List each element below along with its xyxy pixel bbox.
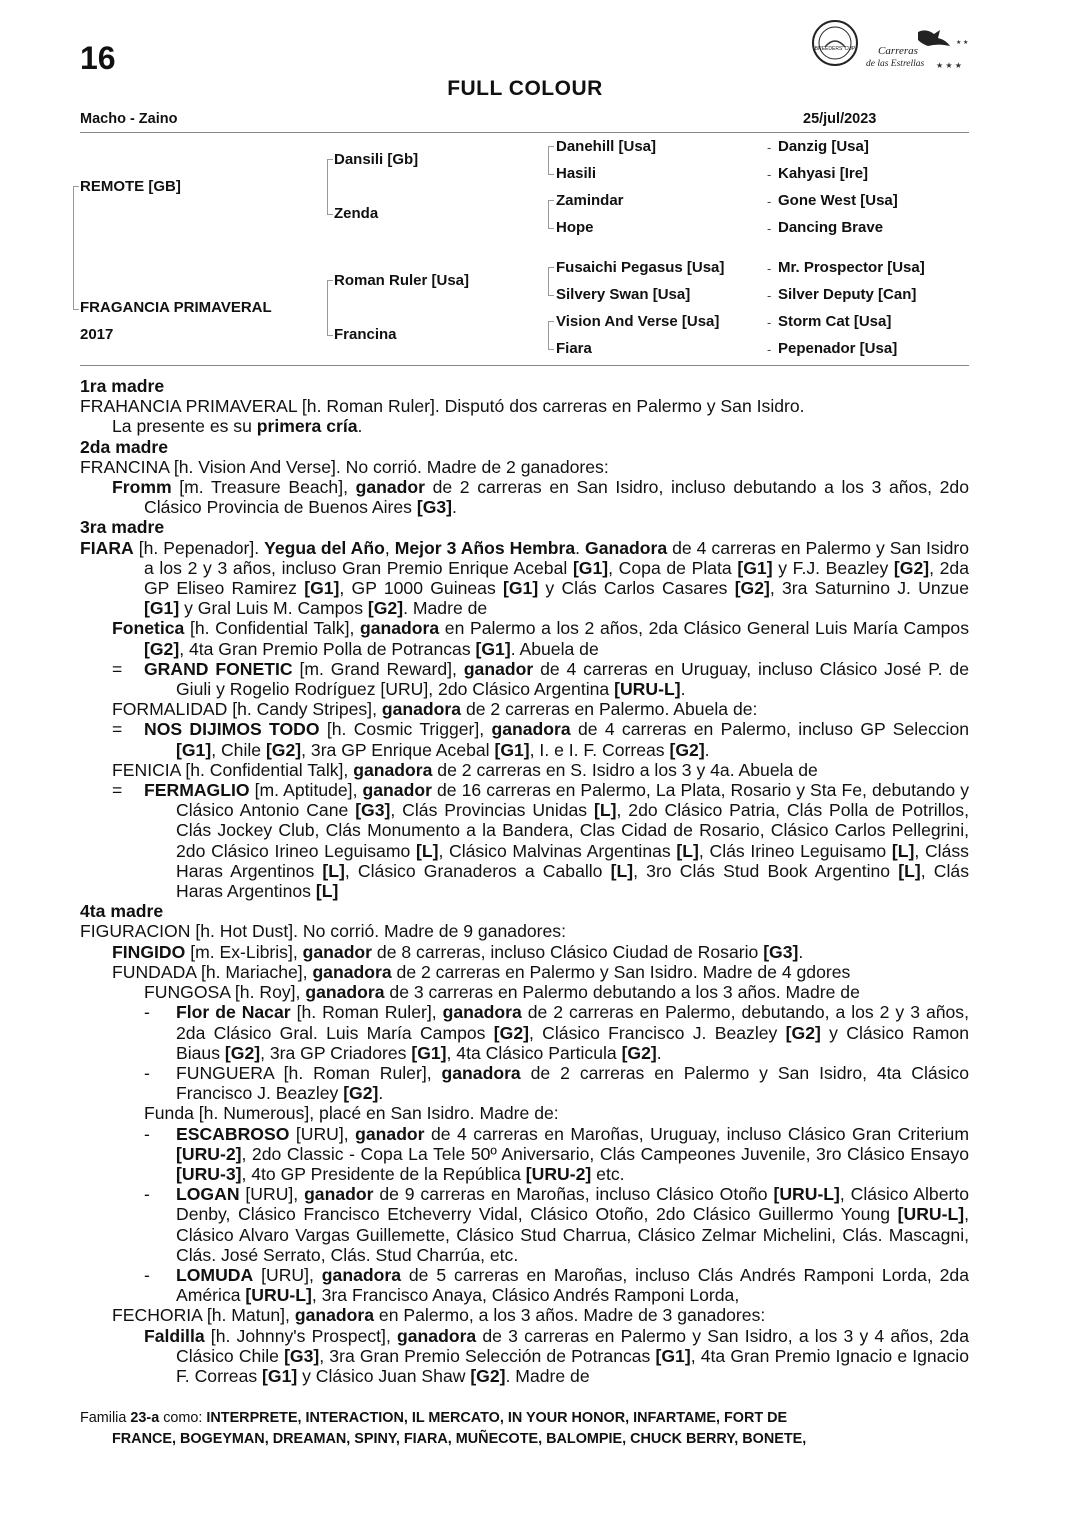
bold-text: 2da madre xyxy=(80,436,169,457)
bold-text: 3ra madre xyxy=(80,517,165,538)
bold-text: ganadora xyxy=(353,759,433,780)
bold-text: [G2] xyxy=(367,598,404,619)
g3-bracket-3 xyxy=(548,267,554,296)
bold-text: [L] xyxy=(676,840,699,861)
bold-text: [G2] xyxy=(785,1022,821,1043)
bold-text: FERMAGLIO xyxy=(144,780,250,801)
pedigree-table xyxy=(0,0,1080,380)
sale-date: 25/jul/2023 xyxy=(803,111,877,127)
text: . xyxy=(656,1042,662,1063)
bold-text: [G1] xyxy=(144,598,180,619)
sire: REMOTE [GB] xyxy=(80,178,181,195)
family-number: 23-a xyxy=(130,1410,160,1426)
text: , 4to GP Presidente de la República xyxy=(241,1163,526,1184)
bold-text: GRAND FONETIC xyxy=(144,658,293,679)
pedigree-bottom-rule xyxy=(80,365,969,366)
bold-text: [G1] xyxy=(176,739,212,760)
text: en Palermo a los 2 años, 2da Clásico General Luis María Campos xyxy=(439,618,969,639)
bold-text: [G1] xyxy=(494,739,530,760)
text: , Clás Provincias Unidas xyxy=(390,800,595,821)
bold-text: ganadora xyxy=(294,1305,375,1326)
bold-text: [G2] xyxy=(893,557,930,578)
bold-text: ganador xyxy=(355,477,426,498)
bold-text: ganadora xyxy=(491,719,571,740)
text: FUNGUERA [h. Roman Ruler], xyxy=(176,1062,442,1083)
list-marker: - xyxy=(144,1184,150,1205)
gen2-bracket-dam xyxy=(327,280,333,336)
g3-1: Danehill [Usa] xyxy=(556,138,657,155)
bold-text: Mejor 3 Años Hembra xyxy=(394,537,576,558)
horse-name: FULL COLOUR xyxy=(447,77,603,100)
bold-text: [G1] xyxy=(304,578,340,599)
g4-dash: - xyxy=(767,167,772,182)
text: , Clásico Alberto Denby, Clásico Francisco Etcheverry Vidal, Clásico Otoño, 2do Clásico Guillermo Young xyxy=(176,1184,970,1225)
pedigree-paragraph xyxy=(80,416,969,436)
text: , 3ra Francisco Anaya, Clásico Andrés Ramponi Lorda, xyxy=(311,1285,740,1306)
text: . Madre de xyxy=(403,598,488,619)
bold-text: LOMUDA xyxy=(176,1264,254,1285)
text: [URU], xyxy=(289,1123,356,1144)
bold-text: ganador xyxy=(463,658,534,679)
g4-1: Danzig [Usa] xyxy=(778,138,869,155)
bold-text: [G2] xyxy=(470,1365,506,1386)
g4-dash: - xyxy=(767,288,772,303)
text: . xyxy=(704,739,710,760)
text: , Clásico Malvinas Argentinas xyxy=(438,840,677,861)
pedigree-paragraph xyxy=(80,396,969,416)
text: [m. Aptitude], xyxy=(249,780,363,801)
section-heading xyxy=(80,517,969,537)
family-horses-1: INTERPRETE, INTERACTION, IL MERCATO, IN YOUR HONOR, INFARTAME, FORT DE xyxy=(206,1410,788,1426)
text: de 5 carreras en Maroñas, incluso Clás Andrés Ramponi Lorda, 2da América xyxy=(176,1264,969,1306)
bold-text: Flor de Nacar xyxy=(176,1002,291,1023)
bold-text: [URU-L] xyxy=(245,1285,312,1306)
text: . xyxy=(798,941,804,962)
gen1-bracket xyxy=(73,186,79,310)
svg-text:BREEDERS' CUP: BREEDERS' CUP xyxy=(814,46,856,52)
bold-text: [G2] xyxy=(343,1083,379,1104)
lot-number: 16 xyxy=(80,40,116,76)
bold-text: [L] xyxy=(594,800,617,821)
text: y Clásico Ramon Biaus xyxy=(176,1022,969,1063)
text: de 4 carreras en Uruguay, incluso Clásico José P. de Giuli y Rogelio Rodríguez [URU], 2do Clásico Argentina xyxy=(176,658,969,700)
pedigree-paragraph xyxy=(80,962,969,982)
text: . xyxy=(452,497,457,518)
bold-text: ganadora xyxy=(397,1325,477,1346)
bold-text: LOGAN xyxy=(176,1184,240,1205)
bold-text: [L] xyxy=(610,860,634,881)
bold-text: [G2] xyxy=(669,739,705,760)
g4-dash: - xyxy=(767,140,772,155)
g3-bracket-2 xyxy=(548,200,554,229)
g3-bracket-4 xyxy=(548,321,554,350)
bold-text: [G3] xyxy=(763,941,799,962)
section-heading xyxy=(80,376,969,396)
text: , GP 1000 Guineas xyxy=(339,578,503,599)
text: . xyxy=(357,416,363,437)
text: , Clásico Francisco J. Beazley xyxy=(528,1022,786,1043)
pedigree-paragraph xyxy=(80,659,969,699)
text: FRANCINA [h. Vision And Verse]. No corrió. Madre de 2 ganadores: xyxy=(80,456,609,477)
bold-text: [G1] xyxy=(411,1042,447,1063)
text: en Palermo, a los 3 años. Madre de 3 ganadores: xyxy=(374,1305,766,1326)
g3-5: Fusaichi Pegasus [Usa] xyxy=(556,259,725,276)
bold-text: [URU-2] xyxy=(525,1163,592,1184)
bold-text: ganador xyxy=(362,780,432,801)
svg-text:de las Estrellas: de las Estrellas xyxy=(866,59,925,69)
bold-text: [G2] xyxy=(224,1042,261,1063)
g3-8: Fiara xyxy=(556,340,592,357)
dam: FRAGANCIA PRIMAVERAL xyxy=(80,299,272,316)
g3-7: Vision And Verse [Usa] xyxy=(556,313,720,330)
pedigree-paragraph xyxy=(80,1002,969,1063)
text: [m. Ex-Libris], xyxy=(185,941,303,962)
text: FUNGOSA [h. Roy], xyxy=(144,982,306,1003)
bold-text: Ganadora xyxy=(585,537,668,558)
bold-text: [G1] xyxy=(572,557,609,578)
dam-line-text xyxy=(80,376,969,1386)
pedigree-paragraph xyxy=(80,1124,969,1185)
text: , 3ra Gran Premio Selección de Potrancas xyxy=(319,1345,656,1366)
pedigree-paragraph xyxy=(80,942,969,962)
text: , Clás Haras Argentinos xyxy=(176,860,969,902)
bold-text: 4ta madre xyxy=(80,901,164,922)
text: , 4ta Clásico Particula xyxy=(446,1042,622,1063)
bold-text: [L] xyxy=(415,840,439,861)
bold-text: [G3] xyxy=(284,1345,320,1366)
g3-3: Zamindar xyxy=(556,192,624,209)
bold-text: ganadora xyxy=(441,1062,521,1083)
pedigree-paragraph xyxy=(80,719,969,759)
bold-text: ganadora xyxy=(381,699,462,720)
bold-text: [G3] xyxy=(355,800,391,821)
bold-text: FIARA xyxy=(80,537,134,558)
bold-text: Fromm xyxy=(112,477,172,498)
bold-text: [URU-L] xyxy=(773,1184,840,1205)
list-marker: - xyxy=(144,1123,150,1144)
bold-text: Yegua del Año xyxy=(264,537,385,558)
g4-dash: - xyxy=(767,261,772,276)
text: [h. Pepenador]. xyxy=(133,537,265,558)
bold-text: Fonetica xyxy=(112,618,185,639)
text: . xyxy=(680,679,686,700)
text: de 2 carreras en Palermo y San Isidro. Madre de 4 gdores xyxy=(391,961,851,982)
text: , 2do Clásico Patria, Clás Polla de Potrillos, Clás Jockey Club, Clás Monumento a la Bandera, Clas Cidad de Rosario, Clásico Carlos Pellegrini, 2do Clásico Irineo Leguisamo xyxy=(176,800,969,861)
text: de 2 carreras en Palermo. Abuela de: xyxy=(461,699,758,720)
text: FENICIA [h. Confidential Talk], xyxy=(112,759,354,780)
text: etc. xyxy=(591,1163,625,1184)
gen2-bracket-sire xyxy=(327,159,333,215)
list-marker: = xyxy=(112,719,123,740)
family-line-1 xyxy=(80,1408,969,1429)
text: [m. Treasure Beach], xyxy=(171,477,356,498)
g4-3: Gone West [Usa] xyxy=(778,192,898,209)
g4-8: Pepenador [Usa] xyxy=(778,340,898,357)
bold-text: Faldilla xyxy=(144,1325,205,1346)
text: [h. Confidential Talk], xyxy=(184,618,360,639)
bold-text: [G3] xyxy=(416,497,453,518)
text: . Abuela de xyxy=(510,638,599,659)
bold-text: [L] xyxy=(322,860,345,881)
text: de 16 carreras en Palermo, La Plata, Rosario y Sta Fe, debutando y Clásico Antonio Cane xyxy=(176,780,969,821)
g3-6: Silvery Swan [Usa] xyxy=(556,286,691,303)
bold-text: FINGIDO xyxy=(112,941,186,962)
bold-text: [G1] xyxy=(655,1345,691,1366)
g4-4: Dancing Brave xyxy=(778,219,884,236)
pedigree-paragraph xyxy=(80,618,969,658)
text: . xyxy=(378,1083,384,1104)
bold-text: ganadora xyxy=(442,1002,522,1023)
bold-text: ganadora xyxy=(359,618,440,639)
dam-dam: Francina xyxy=(334,326,397,343)
family-como: como: xyxy=(163,1410,203,1426)
bold-text: NOS DIJIMOS TODO xyxy=(144,719,320,740)
text: , 3ra GP Criadores xyxy=(260,1042,412,1063)
text: [h. Roman Ruler], xyxy=(290,1002,443,1023)
text: La presente es su xyxy=(112,416,257,437)
bold-text: [G2] xyxy=(493,1022,529,1043)
text: FUNDADA [h. Mariache], xyxy=(112,961,313,982)
bold-text: ganador xyxy=(355,1123,425,1144)
text: FRAHANCIA PRIMAVERAL [h. Roman Ruler]. Disputó dos carreras en Palermo y San Isidro. xyxy=(80,396,805,417)
list-marker: - xyxy=(144,1264,150,1285)
dam-sire: Roman Ruler [Usa] xyxy=(334,272,470,289)
pedigree-paragraph xyxy=(80,477,969,517)
bold-text: [G1] xyxy=(737,557,773,578)
text: Funda [h. Numerous], placé en San Isidro. Madre de: xyxy=(144,1103,559,1124)
pedigree-paragraph xyxy=(80,538,969,619)
bold-text: [G1] xyxy=(475,638,511,659)
dam-year: 2017 xyxy=(80,326,114,343)
bold-text: [URU-L] xyxy=(897,1204,965,1225)
bold-text: ganadora xyxy=(312,961,392,982)
text: y F.J. Beazley xyxy=(772,557,894,578)
g4-dash: - xyxy=(767,221,772,236)
pedigree-paragraph xyxy=(80,1184,969,1265)
text: FIGURACION [h. Hot Dust]. No corrió. Madre de 9 ganadores: xyxy=(80,921,566,942)
text: , 3ra GP Enrique Acebal xyxy=(301,739,495,760)
text: , Copa de Plata xyxy=(608,557,738,578)
svg-text:Carreras: Carreras xyxy=(878,45,918,57)
text: , Chile xyxy=(211,739,266,760)
bold-text: ganadora xyxy=(321,1264,401,1285)
pedigree-paragraph xyxy=(80,1265,969,1305)
text: , 3ro Clás Stud Book Argentino xyxy=(633,860,899,881)
text: , xyxy=(384,537,395,558)
text: de 9 carreras en Maroñas, incluso Clásico Otoño xyxy=(373,1184,774,1205)
text: FORMALIDAD [h. Candy Stripes], xyxy=(112,699,382,720)
sire-dam: Zenda xyxy=(334,205,379,222)
text: y Gral Luis M. Campos xyxy=(179,598,368,619)
bold-text: 1ra madre xyxy=(80,376,165,396)
bold-text: primera cría xyxy=(256,416,358,437)
text: , 4ta Gran Premio Polla de Potrancas xyxy=(179,638,476,659)
text: de 2 carreras en S. Isidro a los 3 y 4a. Abuela de xyxy=(432,759,818,780)
pedigree-paragraph xyxy=(80,1326,969,1387)
text: , I. e I. F. Correas xyxy=(529,739,670,760)
text: de 4 carreras en Palermo y San Isidro a los 2 y 3 años, incluso Gran Premio Enrique Acebal xyxy=(144,537,970,578)
bold-text: ganador xyxy=(302,941,373,962)
text: , 2da GP Eliseo Ramirez xyxy=(144,557,970,599)
text: de 4 carreras en Palermo, incluso GP Seleccion xyxy=(570,719,970,740)
bold-text: [G2] xyxy=(621,1042,657,1063)
text: de 2 carreras en Palermo, debutando, a los 2 y 3 años, 2da Clásico Gral. Luis María Campos xyxy=(176,1002,969,1043)
bold-text: [URU-L] xyxy=(614,679,681,700)
text: FECHORIA [h. Matun], xyxy=(112,1305,295,1326)
pedigree-paragraph xyxy=(80,1063,969,1103)
bold-text: [URU-2] xyxy=(176,1143,242,1164)
list-marker: - xyxy=(144,1002,150,1023)
text: [URU], xyxy=(239,1184,305,1205)
text: [h. Johnny's Prospect], xyxy=(204,1325,398,1346)
bold-text: [G2] xyxy=(265,739,302,760)
pedigree-paragraph xyxy=(80,1103,969,1123)
pedigree-paragraph xyxy=(80,921,969,941)
list-marker: = xyxy=(112,658,123,679)
g4-5: Mr. Prospector [Usa] xyxy=(778,259,925,276)
text: , Clásico Granaderos a Caballo xyxy=(344,860,611,881)
section-heading xyxy=(80,901,969,921)
text: , 4ta Gran Premio Ignacio e Ignacio F. Correas xyxy=(176,1345,969,1386)
pedigree-paragraph xyxy=(80,1305,969,1325)
bold-text: [G2] xyxy=(734,578,770,599)
sire-sire: Dansili [Gb] xyxy=(334,151,419,168)
svg-text:★ ★: ★ ★ xyxy=(956,40,968,46)
text: de 3 carreras en Palermo debutando a los 3 años. Madre de xyxy=(384,982,860,1003)
text: [URU], xyxy=(253,1264,322,1285)
family-horses-2: FRANCE, BOGEYMAN, DREAMAN, SPINY, FIARA, MUÑECOTE, BALOMPIE, CHUCK BERRY, BONETE, xyxy=(112,1431,807,1447)
text: . xyxy=(575,537,586,558)
pedigree-paragraph xyxy=(80,982,969,1002)
g4-6: Silver Deputy [Can] xyxy=(778,286,917,303)
pedigree-paragraph xyxy=(80,760,969,780)
text: de 2 carreras en San Isidro, incluso debutando a los 3 años, 2do Clásico Provincia de Buenos Aires xyxy=(144,477,969,518)
g3-bracket-1 xyxy=(548,146,554,175)
text: . Madre de xyxy=(505,1365,590,1386)
sex-coat: Macho - Zaino xyxy=(80,111,178,127)
pedigree-paragraph xyxy=(80,780,969,901)
text: [m. Grand Reward], xyxy=(292,658,464,679)
section-heading xyxy=(80,437,969,457)
family-prefix: Familia xyxy=(80,1410,127,1426)
bold-text: ESCABROSO xyxy=(176,1123,290,1144)
pedigree-paragraph xyxy=(80,457,969,477)
bold-text: [L] xyxy=(898,860,921,881)
bold-text: [G1] xyxy=(503,578,539,599)
g3-2: Hasili xyxy=(556,165,597,182)
svg-text:★ ★ ★: ★ ★ ★ xyxy=(936,61,962,70)
bold-text: [L] xyxy=(315,881,339,902)
family-footer xyxy=(80,1408,969,1450)
family-line-2 xyxy=(80,1429,969,1450)
text: y Clás Carlos Casares xyxy=(538,578,735,599)
text: y Clásico Juan Shaw xyxy=(297,1365,471,1386)
g4-dash: - xyxy=(767,194,772,209)
list-marker: = xyxy=(112,780,123,801)
text: , Clásico Alvaro Vargas Guillemette, Clásico Stud Charrua, Clásico Zelmar Michelini, Clás. Mascagni, Clás. José Serrato, Clás. Stud Charrúa, etc. xyxy=(176,1204,969,1265)
text: , Cláss Haras Argentinos xyxy=(176,840,969,881)
text: de 3 carreras en Palermo y San Isidro, a los 3 y 4 años, 2da Clásico Chile xyxy=(176,1325,969,1366)
text: [h. Cosmic Trigger], xyxy=(319,719,492,740)
bold-text: [L] xyxy=(891,840,915,861)
bold-text: ganador xyxy=(304,1184,374,1205)
g4-dash: - xyxy=(767,315,772,330)
bold-text: [G1] xyxy=(262,1365,298,1386)
list-marker: - xyxy=(144,1062,150,1083)
text: , Clás Irineo Leguisamo xyxy=(698,840,892,861)
bold-text: ganadora xyxy=(305,982,385,1003)
text: de 8 carreras, incluso Clásico Ciudad de Rosario xyxy=(372,941,764,962)
text: , 3ra Saturnino J. Unzue xyxy=(769,578,969,599)
text: , 2do Classic - Copa La Tele 50º Aniversario, Clás Campeones Juvenile, 3ro Clásico Ensayo xyxy=(241,1143,969,1164)
g4-7: Storm Cat [Usa] xyxy=(778,313,892,330)
bold-text: [G2] xyxy=(144,638,180,659)
text: de 4 carreras en Maroñas, Uruguay, incluso Clásico Gran Criterium xyxy=(424,1123,969,1144)
g4-2: Kahyasi [Ire] xyxy=(778,165,869,182)
pedigree-paragraph xyxy=(80,699,969,719)
g4-dash: - xyxy=(767,342,772,357)
g3-4: Hope xyxy=(556,219,594,236)
text: de 2 carreras en Palermo y San Isidro, 4ta Clásico Francisco J. Beazley xyxy=(176,1062,969,1104)
bold-text: [URU-3] xyxy=(176,1163,242,1184)
